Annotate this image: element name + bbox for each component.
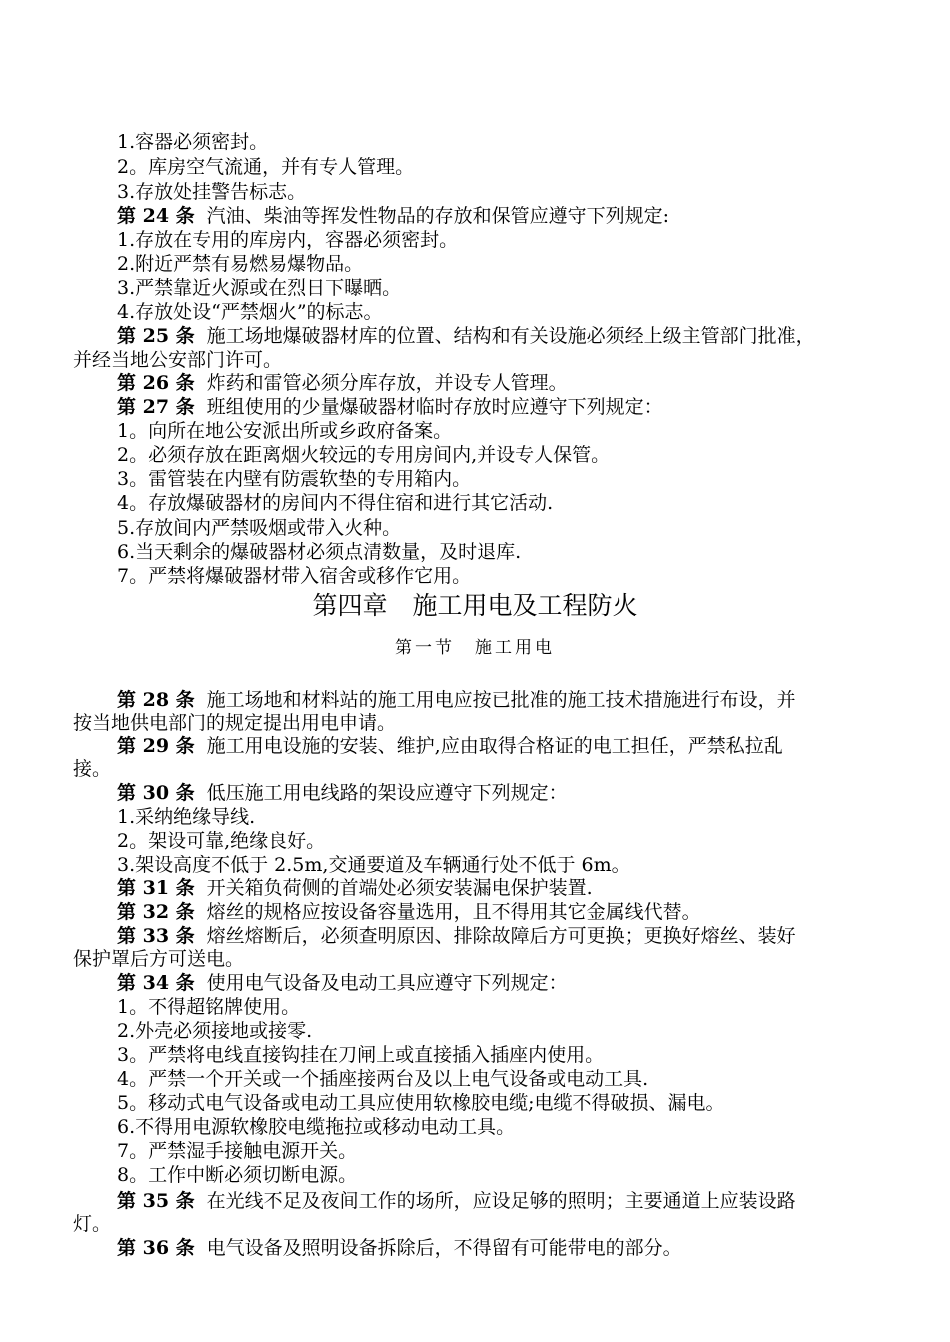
text-line <box>73 348 282 372</box>
text-line <box>73 1212 111 1236</box>
article-line <box>117 324 815 348</box>
text-line <box>117 1091 725 1115</box>
line-text: 5.存放间内严禁吸烟或带入火种。 <box>117 517 402 539</box>
article-line <box>117 688 796 712</box>
line-text: 3.严禁靠近火源或在烈日下曝晒。 <box>117 277 402 299</box>
line-text: 2.附近严禁有易燃易爆物品。 <box>117 253 364 275</box>
line-text: 熔丝的规格应按设备容量选用，且不得用其它金属线代替。 <box>206 901 701 923</box>
text-line <box>117 130 268 154</box>
line-text: 使用电气设备及电动工具应遵守下列规定： <box>206 972 568 994</box>
line-text: 3。严禁将电线直接钩挂在刀闸上或直接插入插座内使用。 <box>117 1044 605 1066</box>
line-text: 1.存放在专用的库房内，容器必须密封。 <box>117 229 459 251</box>
article-line <box>117 371 568 395</box>
article-number: 第 34 条 <box>117 972 195 994</box>
article-number: 第 30 条 <box>117 782 195 804</box>
article-number: 第 33 条 <box>117 925 195 947</box>
text-line <box>117 1067 648 1091</box>
text-line <box>117 443 610 467</box>
line-text: 灯。 <box>73 1213 112 1235</box>
line-text: 4。存放爆破器材的房间内不得住宿和进行其它活动. <box>117 492 554 514</box>
line-text: 1。向所在地公安派出所或乡政府备案。 <box>117 420 453 442</box>
article-number: 第 24 条 <box>117 205 195 227</box>
line-text: 接。 <box>73 758 112 780</box>
article-number: 第 28 条 <box>117 689 195 711</box>
article-number: 第 32 条 <box>117 901 195 923</box>
text-line <box>117 516 401 540</box>
line-text: 5。移动式电气设备或电动工具应使用软橡胶电缆;电缆不得破损、漏电。 <box>117 1092 725 1114</box>
line-text: 在光线不足及夜间工作的场所，应设足够的照明；主要通道上应装设路 <box>206 1190 796 1212</box>
article-line <box>117 204 669 228</box>
text-line <box>117 1019 312 1043</box>
article-line <box>117 876 593 900</box>
article-number: 第 36 条 <box>117 1237 195 1259</box>
line-text: 6.当天剩余的爆破器材必须点清数量，及时退库. <box>117 541 522 563</box>
line-text: 7。严禁湿手接触电源开关。 <box>117 1140 358 1162</box>
text-line <box>117 276 401 300</box>
article-line <box>117 734 783 758</box>
text-line <box>117 228 458 252</box>
line-text: 施工场地和材料站的施工用电应按已批准的施工技术措施进行布设，并 <box>206 689 796 711</box>
line-text: 4。严禁一个开关或一个插座接两台及以上电气设备或电动工具. <box>117 1068 649 1090</box>
text-line <box>73 947 244 971</box>
text-line <box>117 540 521 564</box>
article-line <box>117 924 796 948</box>
section-title: 第一节 施工用电 <box>395 638 555 658</box>
text-line <box>117 853 631 877</box>
line-text: 施工用电设施的安装、维护,应由取得合格证的电工担任，严禁私拉乱 <box>206 735 783 757</box>
line-text: 3.存放处挂警告标志。 <box>117 181 307 203</box>
text-line <box>117 180 306 204</box>
text-line <box>117 155 414 179</box>
line-text: 电气设备及照明设备拆除后，不得留有可能带电的部分。 <box>206 1237 682 1259</box>
text-line <box>73 711 396 735</box>
article-number: 第 31 条 <box>117 877 195 899</box>
text-line <box>117 1043 604 1067</box>
line-text: 1.采纳绝缘导线. <box>117 806 256 828</box>
chapter-title: 第四章 施工用电及工程防火 <box>312 591 638 620</box>
line-text: 7。严禁将爆破器材带入宿舍或移作它用。 <box>117 565 472 587</box>
text-line <box>117 491 553 515</box>
text-line <box>117 995 300 1019</box>
text-line <box>117 1139 357 1163</box>
line-text: 2。库房空气流通，并有专人管理。 <box>117 156 415 178</box>
line-text: 3.架设高度不低于 2.5m,交通要道及车辆通行处不低于 6m。 <box>117 854 631 876</box>
line-text: 6.不得用电源软橡胶电缆拖拉或移动电动工具。 <box>117 1116 516 1138</box>
line-text: 汽油、柴油等挥发性物品的存放和保管应遵守下列规定: <box>206 205 670 227</box>
line-text: 施工场地爆破器材库的位置、结构和有关设施必须经上级主管部门批准， <box>206 325 815 347</box>
text-line <box>117 467 471 491</box>
line-text: 炸药和雷管必须分库存放，并设专人管理。 <box>206 372 568 394</box>
article-number: 第 25 条 <box>117 325 195 347</box>
text-line <box>117 564 471 588</box>
article-line <box>117 395 663 419</box>
article-number: 第 26 条 <box>117 372 195 394</box>
article-line <box>117 1189 796 1213</box>
line-text: 保护罩后方可送电。 <box>73 948 245 970</box>
article-line <box>117 781 568 805</box>
line-text: 4.存放处设“严禁烟火”的标志。 <box>117 301 383 323</box>
line-text: 1。不得超铭牌使用。 <box>117 996 301 1018</box>
line-text: 2。必须存放在距离烟火较远的专用房间内,并设专人保管。 <box>117 444 611 466</box>
line-text: 2。架设可靠,绝缘良好。 <box>117 830 326 852</box>
line-text: 低压施工用电线路的架设应遵守下列规定： <box>206 782 568 804</box>
line-text: 按当地供电部门的规定提出用电申请。 <box>73 712 397 734</box>
line-text: 开关箱负荷侧的首端处必须安装漏电保护装置. <box>206 877 593 899</box>
article-line <box>117 1236 682 1260</box>
line-text: 熔丝熔断后，必须查明原因、排除故障后方可更换；更换好熔丝、装好 <box>206 925 796 947</box>
line-text: 班组使用的少量爆破器材临时存放时应遵守下列规定： <box>206 396 663 418</box>
article-line <box>117 971 568 995</box>
line-text: 2.外壳必须接地或接零. <box>117 1020 313 1042</box>
line-text: 并经当地公安部门许可。 <box>73 349 283 371</box>
article-line <box>117 900 701 924</box>
text-line <box>117 300 383 324</box>
text-line <box>117 419 452 443</box>
line-text: 8。工作中断必须切断电源。 <box>117 1164 358 1186</box>
line-text: 1.容器必须密封。 <box>117 131 269 153</box>
text-line <box>73 757 111 781</box>
text-line <box>117 805 255 829</box>
line-text: 3。雷管装在内壁有防震软垫的专用箱内。 <box>117 468 472 490</box>
article-number: 第 29 条 <box>117 735 195 757</box>
article-number: 第 27 条 <box>117 396 195 418</box>
article-number: 第 35 条 <box>117 1190 195 1212</box>
text-line <box>117 1163 357 1187</box>
text-line <box>117 252 363 276</box>
text-line <box>117 1115 515 1139</box>
text-line <box>117 829 325 853</box>
